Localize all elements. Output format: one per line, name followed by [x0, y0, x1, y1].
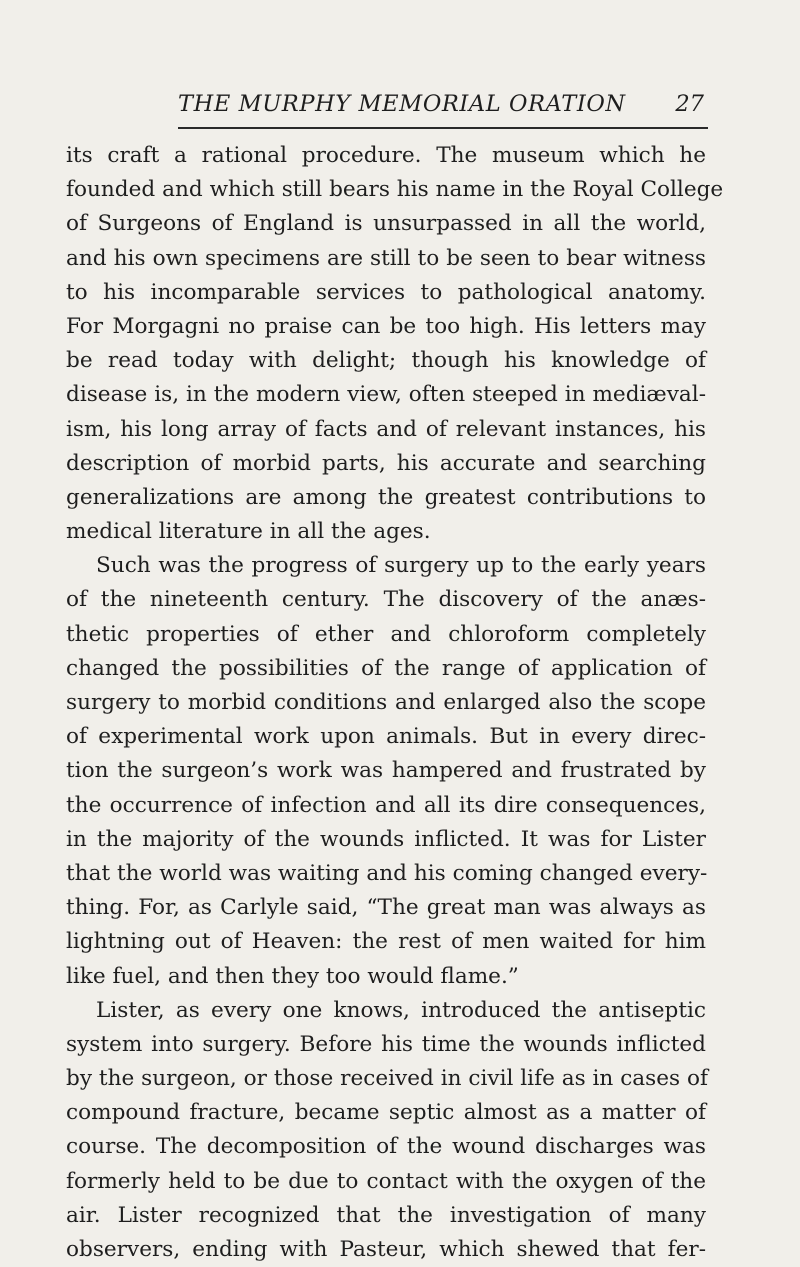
text-line: in the majority of the wounds inflicted. It was for Lister — [66, 826, 706, 852]
text-line: to his incomparable services to pathological anatomy. — [66, 279, 706, 305]
text-line: thing. For, as Carlyle said, “The great man was always as — [66, 895, 706, 921]
text-line: surgery to morbid conditions and enlarged also the scope — [66, 690, 706, 715]
text-line: thetic properties of ether and chloroform completely — [66, 621, 706, 647]
text-line: disease is, in the modern view, often steeped in mediæval- — [66, 382, 706, 408]
text-line: the occurrence of infection and all its dire consequences, — [66, 792, 706, 818]
text-line: medical literature in all the ages. — [66, 519, 431, 545]
text-line: of the nineteenth century. The discovery of the anæs- — [66, 587, 706, 613]
header-rule — [178, 127, 708, 129]
text-line: be read today with delight; though his knowledge of — [66, 348, 706, 374]
text-line: system into surgery. Before his time the wounds inflicted — [66, 1031, 706, 1057]
text-line: For Morgagni no praise can be too high. His letters may — [66, 313, 706, 339]
text-line: Lister, as every one knows, introduced the antiseptic — [96, 997, 706, 1023]
text-line: founded and which still bears his name in the Royal College — [66, 177, 724, 203]
text-line: ism, his long array of facts and of relevant instances, his — [66, 416, 706, 442]
text-line: Such was the progress of surgery up to the early years — [96, 553, 706, 579]
text-line: like fuel, and then they too would flame.” — [66, 963, 519, 989]
text-line: by the surgeon, or those received in civil life as in cases of — [66, 1066, 708, 1092]
running-header — [178, 88, 706, 120]
running-title: THE MURPHY MEMORIAL ORATION — [178, 91, 626, 117]
text-line: that the world was waiting and his coming changed every- — [66, 860, 708, 886]
text-line: of experimental work upon animals. But in every direc- — [66, 724, 706, 750]
text-line: tion the surgeon’s work was hampered and frustrated by — [66, 758, 706, 784]
page-number: 27 — [675, 91, 704, 117]
body-text — [66, 139, 724, 1267]
text-line: description of morbid parts, his accurate and searching — [66, 450, 706, 476]
text-line: of Surgeons of England is unsurpassed in all the world, — [66, 211, 706, 237]
text-line: its craft a rational procedure. The museum which he — [66, 143, 706, 168]
text-line: formerly held to be due to contact with the oxygen of the — [66, 1168, 706, 1194]
text-line: observers, ending with Pasteur, which shewed that fer- — [66, 1237, 706, 1262]
text-line: air. Lister recognized that the investigation of many — [66, 1202, 706, 1228]
text-line: and his own specimens are still to be seen to bear witness — [66, 245, 706, 271]
text-line: lightning out of Heaven: the rest of men waited for him — [66, 929, 706, 955]
text-line: compound fracture, became septic almost as a matter of — [66, 1100, 706, 1126]
text-line: generalizations are among the greatest contributions to — [66, 484, 706, 510]
text-line: course. The decomposition of the wound discharges was — [66, 1134, 706, 1160]
text-line: changed the possibilities of the range of application of — [66, 655, 706, 681]
